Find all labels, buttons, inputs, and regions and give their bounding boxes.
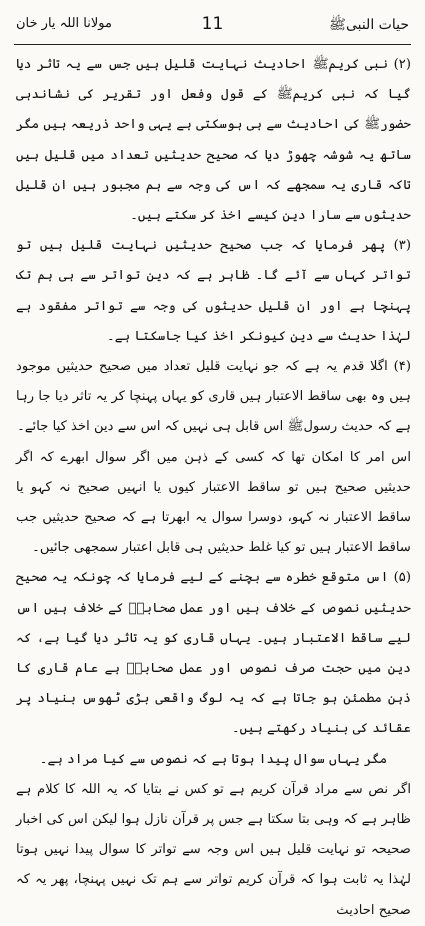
paragraph-point-3: (۳) پھر فرمایا کہ جب صحیح حدیثیں نہایت قلیل ہیں تو تواتر کہاں سے آئے گا۔ ظاہر ہے کہ دین تواتر سے ہی ہم تک پہنچا ہے اور ان قلیل حدیثوں کی وجہ سے تواتر مفقود ہے لہٰذا حدیث سے دین کیونکر اخذ کیا جاسکتا ہے۔	[16, 238, 411, 344]
paragraph-point-4: (۴) اگلا قدم یہ ہے کہ جو نہایت قلیل تعداد میں صحیح حدیثیں موجود ہیں وہ بھی ساقط الاعتبار ہیں قاری کو یہاں پہنچا کر یہ تاثر دیا جا رہا ہے کہ حدیث رسولﷺ اس قابل ہی نہیں کہ اس سے دین اخذ کیا جائے۔	[16, 359, 411, 435]
author-name: مولانا اللہ یار خان	[16, 16, 112, 31]
paragraph-possibility: اس امر کا امکان تھا کہ کسی کے ذہن میں اگر سوال ابھرے کہ اگر حدیثیں صحیح ہیں تو ساقط الاعتبار کیوں یا انہیں صحیح نہ کہو یا ساقط الاعتبار نہ کہو، دوسرا سوال یہ ابھرتا ہے کہ صحیح حدیثیں جب ساقط الاعتبار ہیں تو کیا غلط حدیثیں ہی قابل اعتبار سمجھی جائیں۔	[16, 449, 411, 556]
page-number: 11	[201, 14, 224, 34]
paragraph-quran: اگر نص سے مراد قرآن کریم ہے تو کس نے بتایا کہ یہ اللہ کا کلام ہے ظاہر ہے کہ وہی بتا سکتا ہے جس پر قرآن نازل ہوا لیکن اس کی اخبار صحیحہ تو نہایت قلیل ہیں اس وجہ سے تواتر کا سوال پیدا نہیں ہوتا لہٰذا یہ ثابت ہوا کہ قرآن کریم تواتر سے ہم تک نہیں پہنچا، پھر یہ کہ صحیح احادیث	[16, 781, 411, 918]
page-header	[10, 6, 415, 40]
paragraph-question: مگر یہاں سوال پیدا ہوتا ہے کہ نصوص سے کیا مراد ہے۔	[39, 751, 388, 767]
page-body	[16, 50, 411, 918]
header-divider	[14, 44, 411, 45]
book-title: حیات النبیﷺ	[329, 17, 409, 33]
paragraph-point-2: (۲) نبی کریمﷺ احادیث نہایت قلیل ہیں جس سے یہ تاثر دیا گیا کہ نبی کریمﷺ کے قول وفعل اور تقریر کی نشاندہی حضورﷺ کی احادیث سے ہی ہوسکتی ہے یہی واحد ذریعہ ہیں مگر ساتھ یہ شوشہ چھوڑ دیا کہ صحیح حدیثیں تعداد میں قلیل ہیں تاکہ قاری یہ سمجھے کہ اس کی وجہ سے ہم مجبور ہیں ان قلیل حدیثوں سے سارا دین کیسے اخذ کر سکتے ہیں۔	[16, 57, 411, 224]
paragraph-point-5: (۵) اس متوقع خطرہ سے بچنے کے لیے فرمایا کہ چونکہ یہ صحیح حدیثیں نصوص کے خلاف ہیں اور عمل صحابہؓ کے خلاف ہیں اس لیے ساقط الاعتبار ہیں۔ یہاں قاری کو یہ تاثر دیا گیا ہے، کہ دین میں حجت صرف نصوص اور عمل صحابہؓ ہے عام قاری کا ذہن مطمئن ہو جاتا ہے کہ یہ لوگ واقعی بڑی ٹھوس بنیاد پر عقائد کی بنیاد رکھتے ہیں۔	[16, 570, 411, 737]
